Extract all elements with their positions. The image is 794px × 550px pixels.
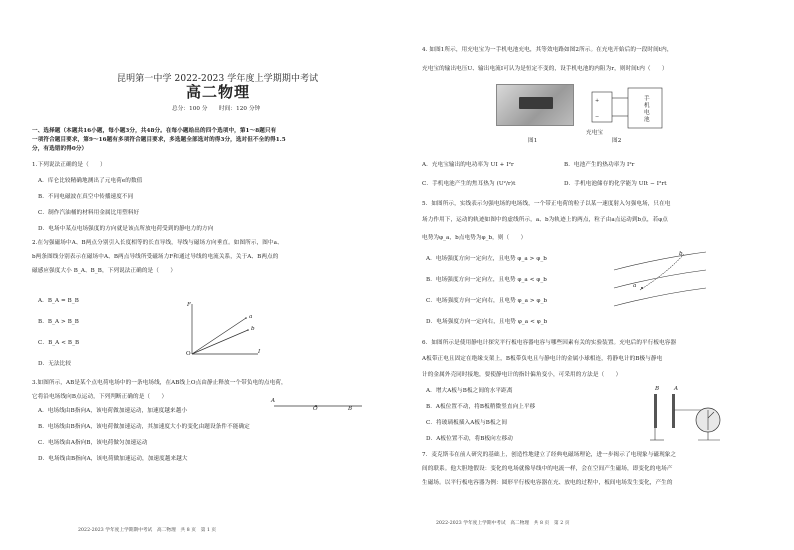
q2-fig-a-label: a [249, 314, 253, 320]
q2-option-d: D．无法比较 [38, 361, 72, 367]
q7-line2: 间的联系。他大胆地假设：变化的电场就像导线中的电流一样，会在空间产生磁场，即变化的电场产 [422, 466, 673, 472]
q4-line1: 4. 如图1所示，用充电宝为一手机电池充电，其等效电路如图2所示。在充电开始后的一段时间t内， [422, 47, 673, 53]
q5-option-a: A．电场强度方向一定向左，且电势 φ_a > φ_b [426, 256, 547, 262]
q3-line1: 3.如图所示，AB是某个点电荷电场中的一条电场线，在AB线上O点由静止释放一个带负电的点电荷， [32, 380, 287, 386]
q5-option-d: D．电场强度方向一定向右，且电势 φ_a < φ_b [426, 319, 548, 325]
q2-force-current-graph [182, 300, 262, 360]
exam-header: 昆明第一中学 2022-2023 学年度上学期期中考试 [117, 74, 319, 84]
q4-line2: 充电宝的输出电压U、输出电流I可认为是恒定不变的，设手机电池的内阻为r，则时间t内（ ） [422, 66, 668, 72]
q5-option-c: C．电场强度方向一定向右，且电势 φ_a > φ_b [426, 298, 548, 304]
q6-line1: 6．如图所示是使用静电计探究平行板电容器电容与哪些因素有关的实验装置。充电后的平行板电容器 [422, 340, 677, 346]
q4-power-bank-label: 充电宝 [586, 130, 604, 136]
q3-option-c: C．电场线由A指向B，该电荷做匀加速运动 [38, 440, 148, 446]
q2-line3: 磁感应强度大小 B_A、B_B，下列说法正确的是（ ） [32, 268, 177, 274]
section-instructions-3: 分，有选错的得0分） [32, 146, 88, 152]
q5-fig-a-label: a [633, 283, 637, 289]
q2-option-b: B．B_A > B_B [38, 319, 80, 325]
q2-option-a: A．B_A = B_B [38, 298, 79, 304]
q1-option-c: C．制作汽油桶的材料用金属比用塑料好 [38, 210, 140, 216]
q6-option-d: D．A板位置不动，将B板向左移动 [426, 436, 513, 442]
q5-fig-b-label: b [679, 251, 683, 257]
q1-option-d: D．电场中某点电场强度的方向就是该点所放电荷受到的静电力的方向 [38, 226, 214, 232]
q2-line1: 2.在匀强磁场中A、B两点分别引入长度相等的长直导线，导线与磁场方向垂直。如图所示，图中a、 [32, 240, 283, 246]
q2-option-c: C．B_A < B_B [38, 340, 80, 346]
q3-fig-a-label: A [271, 398, 276, 404]
q5-line1: 5．如图所示，实线表示匀强电场的电场线，一个带正电荷的粒子以某一速度射入匀强电场，只在电 [422, 201, 671, 207]
q3-fig-o-label: O [313, 406, 318, 412]
q3-option-d: D．电场线由B指向A，该电荷做加速运动，加速度越来越大 [38, 456, 188, 462]
q1-stem: 1.下列说法正确的是（ ） [32, 162, 106, 168]
q5-field-trajectory [610, 250, 710, 320]
q6-line2: A板带正电且固定在绝缘支架上，B板带负电且与静电计的金属小球相连，将静电计的B极与静电 [422, 356, 663, 362]
score-time: 总分：100 分 时间：120 分钟 [172, 106, 261, 112]
q3-fig-b-label: B [348, 406, 353, 412]
subject-title: 高二物理 [186, 83, 251, 101]
q7-line1: 7．麦克斯韦在前人研究的基础上，创造性地建立了经典电磁场理论，进一步揭示了电现象与磁现象之 [422, 452, 677, 458]
q5-option-b: B．电场强度方向一定向左，且电势 φ_a < φ_b [426, 277, 547, 283]
q5-line2: 场力作用下，运动的轨迹如图中的虚线所示，a、b为轨迹上的两点，粒子由a点运动到b点，若φ点 [422, 217, 668, 223]
q4-option-c: C．手机电池产生的焦耳热为 (U²/r)t [422, 181, 516, 187]
page-2 [400, 0, 794, 550]
q6-fig-a-label: A [674, 386, 679, 392]
q4-option-a: A．充电宝输出的电功率为 UI + I²r [422, 162, 514, 168]
q3-line2: 它将沿电场线向B点运动，下列判断正确的是（ ） [32, 394, 168, 400]
q6-option-b: B．A板位置不动，将B板稍微竖直向上平移 [426, 404, 536, 410]
q3-field-line [268, 400, 368, 410]
q4-fig1-caption: 图1 [528, 138, 538, 144]
svg-text:+: + [595, 98, 600, 104]
q4-option-b: B．电池产生的热功率为 I²r [564, 162, 635, 168]
q2-fig-f-label: F [187, 302, 191, 308]
q6-option-a: A．增大A板与B板之间的水平距离 [426, 388, 513, 394]
q6-option-c: C．将玻璃板插入A板与B板之间 [426, 420, 508, 426]
q1-option-a: A．库仑比较精确地测出了元电荷e的数值 [38, 178, 143, 184]
page-2-footer: 2022-2023 学年度上学期中考试 高二物理 共 8 页 第 2 页 [436, 521, 570, 526]
q6-line3: 计的金属外壳同时接地，要使静电计的指针偏角变小，可采用的方法是（ ） [422, 372, 622, 378]
q4-phone-battery-label: 手机电池 [644, 96, 650, 123]
q5-line3: 电势为φ_a，b点电势为φ_b，则（ ） [422, 235, 527, 241]
q4-fig2-caption: 图2 [612, 138, 622, 144]
q3-option-a: A．电场线由B指向A，该电荷做加速运动，加速度越来越小 [38, 408, 188, 414]
section-instructions-2: 一项符合题目要求，第9～16题有多项符合题目要求，多选题全部选对的得3分，选对但不全的得1.5 [32, 137, 286, 143]
q2-fig-b-label: b [251, 326, 255, 332]
q6-capacitor-electrometer [650, 384, 730, 444]
q6-fig-b-label: B [655, 386, 660, 392]
q3-option-b: B．电场线由B指向A，该电荷做加速运动，其加速度大小的变化由题设条件不能确定 [38, 424, 250, 430]
section-instructions-1: 一、选择题（本题共16小题，每小题3分，共48分。在每小题给出的四个选项中，第1～8题只有 [32, 128, 277, 134]
q2-fig-i-label: I [258, 349, 261, 355]
q7-line3: 生磁场。以平行板电容器为例：圆形平行板电容器在充、放电的过程中，板间电场发生变化，产生的 [422, 480, 673, 486]
svg-text:−: − [595, 114, 600, 120]
q4-option-d: D．手机电池储存的化学能为 UIt − I²rt [564, 181, 667, 187]
page-1-footer: 2022-2023 学年度上学期期中考试 高二物理 共 8 页 第 1 页 [78, 528, 217, 533]
q4-equivalent-circuit [586, 84, 666, 134]
q2-fig-origin-label: O [186, 351, 191, 357]
q4-charging-photo [496, 84, 574, 126]
q1-option-b: B．不同电磁波在真空中传播速度不同 [38, 194, 134, 200]
q2-line2: b两条图线分别表示在磁场中A、B两点导线所受磁场力F和通过导线的电流关系，关于A、B两点的 [32, 254, 279, 260]
phone-image [519, 97, 553, 109]
